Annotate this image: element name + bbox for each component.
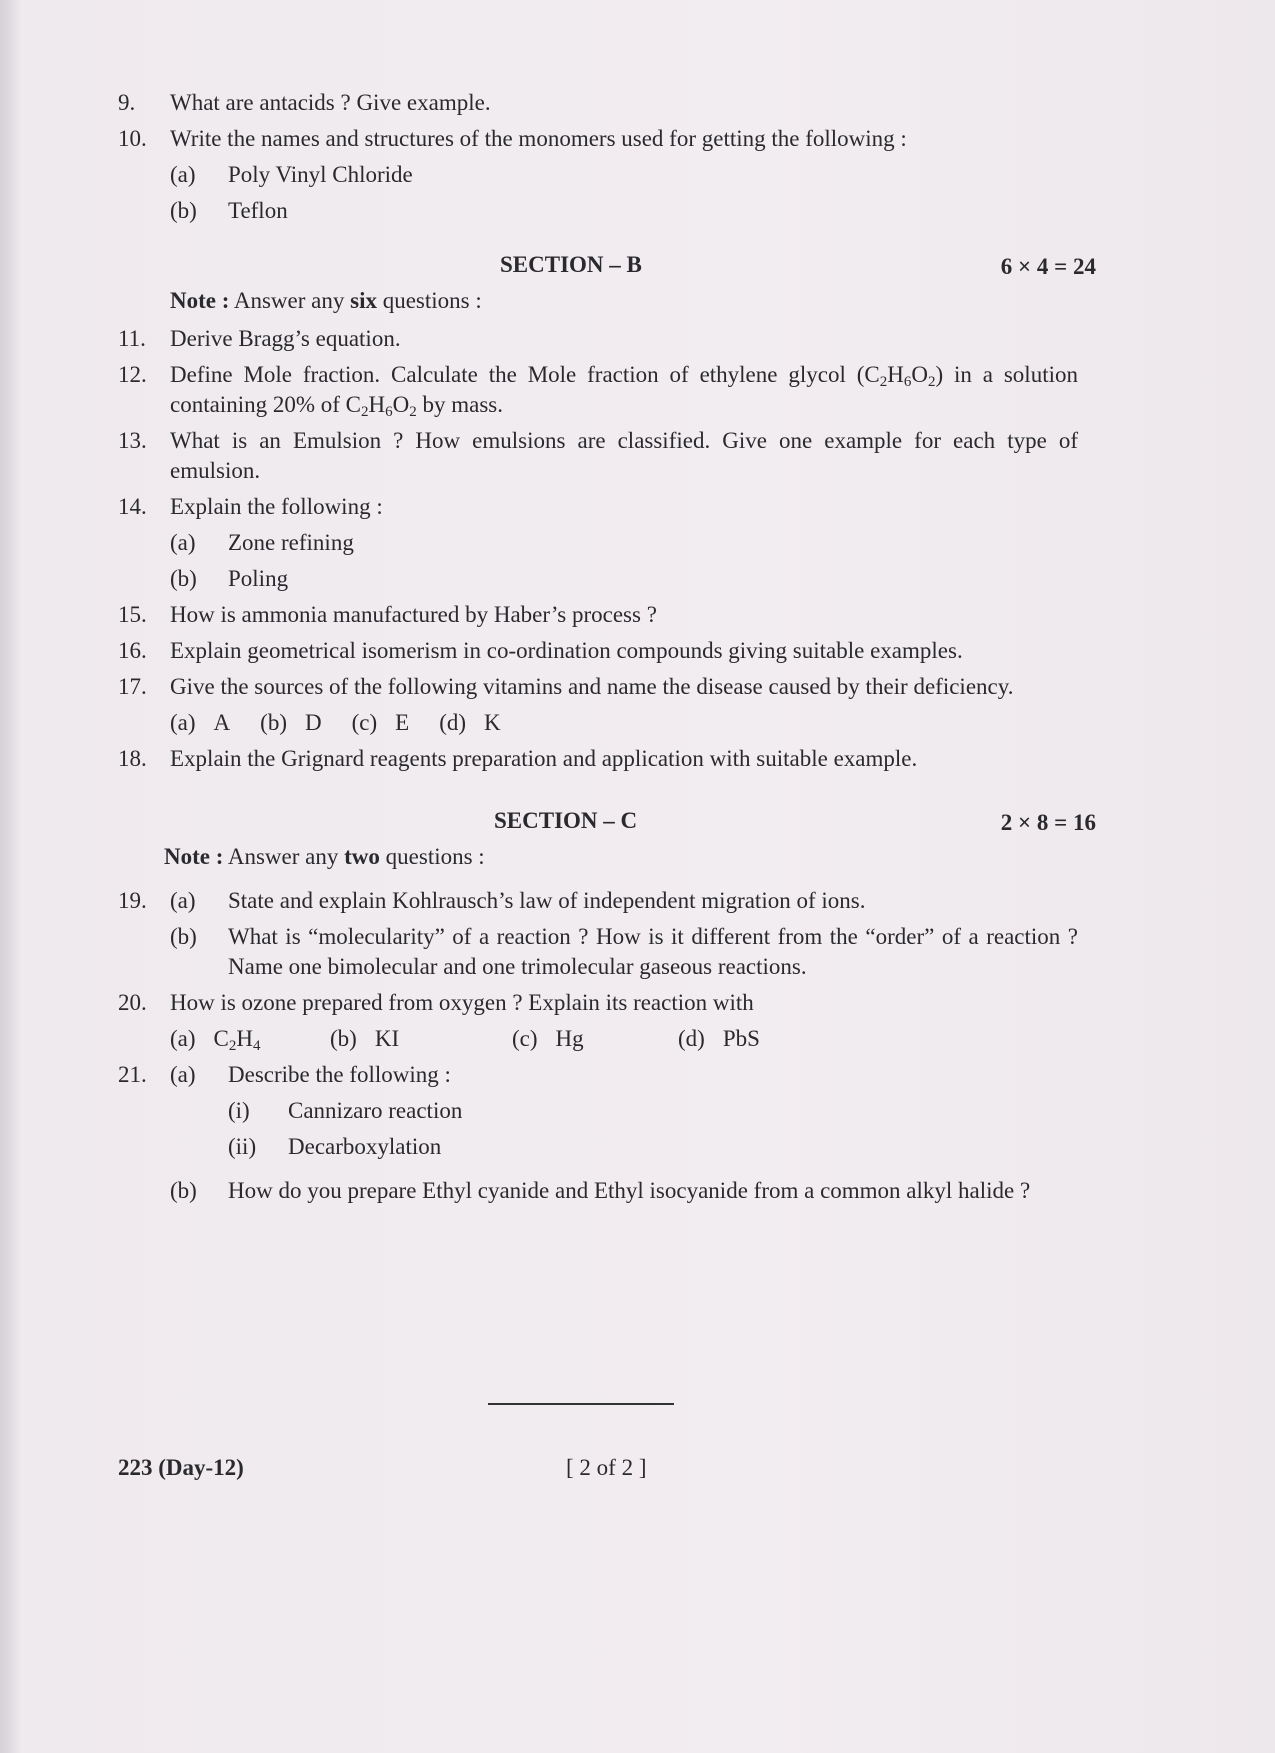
part-label: (b)	[170, 1178, 197, 1203]
question-number: 13.	[118, 428, 147, 453]
option-b	[260, 708, 321, 738]
text-part: by mass.	[416, 392, 503, 417]
page-number: [ 2 of 2 ]	[566, 1455, 647, 1480]
paper-code: 223 (Day-12)	[118, 1455, 244, 1480]
question-number: 17.	[118, 674, 147, 699]
option-label: (d)	[678, 1026, 705, 1051]
subscript: 2	[879, 374, 888, 390]
option-text: Hg	[555, 1026, 584, 1051]
question-12	[118, 360, 1078, 420]
section-b-marks: 6 × 4 = 24	[1000, 254, 1096, 279]
text-part: O	[911, 362, 928, 387]
question-10	[118, 124, 1078, 154]
note-post: questions :	[385, 844, 485, 869]
option-c	[352, 708, 410, 738]
question-21-a	[118, 1060, 1078, 1090]
question-content	[118, 88, 1096, 1212]
question-21-b	[118, 1176, 1078, 1206]
question-text: Derive Bragg’s equation.	[170, 326, 401, 351]
question-number: 15.	[118, 602, 147, 627]
question-13	[118, 426, 1078, 486]
question-number: 18.	[118, 746, 147, 771]
part-text: Poly Vinyl Chloride	[228, 162, 413, 187]
question-11	[118, 324, 1078, 354]
note-label: Note :	[170, 288, 230, 313]
note-post: questions :	[382, 288, 482, 313]
question-text: How is ammonia manufactured by Haber’s process ?	[170, 602, 657, 627]
sub-part-label: (i)	[228, 1098, 250, 1123]
sub-part-label: (ii)	[228, 1134, 257, 1159]
question-19-b	[118, 922, 1078, 982]
question-text: Explain the Grignard reagents preparation and application with suitable example.	[170, 746, 918, 771]
question-16	[118, 636, 1078, 666]
question-text	[170, 360, 1078, 420]
question-10-part-b	[170, 196, 1078, 226]
subscript: 6	[903, 374, 912, 390]
subscript: 2	[409, 404, 417, 420]
option-text: A	[213, 710, 231, 735]
option-c	[512, 1024, 678, 1054]
question-15	[118, 600, 1078, 630]
formula-part: H	[236, 1026, 253, 1051]
question-17	[118, 672, 1078, 702]
option-label: (d)	[439, 710, 467, 735]
section-b-note	[170, 286, 1078, 316]
subscript: 4	[253, 1038, 261, 1054]
option-a	[170, 1024, 330, 1054]
option-label: (c)	[351, 710, 378, 735]
note-pre: Answer any	[233, 288, 345, 313]
question-9	[118, 88, 1078, 118]
option-text: E	[395, 710, 410, 735]
section-c-note	[164, 842, 1078, 872]
section-c-title: SECTION – C	[494, 808, 638, 833]
part-text: Poling	[228, 566, 289, 591]
option-label: (b)	[260, 710, 287, 735]
question-text: Explain the following :	[170, 494, 383, 519]
question-10-part-a	[170, 160, 1078, 190]
text-part: H	[887, 362, 904, 387]
option-text: K	[484, 710, 501, 735]
question-19-a	[118, 886, 1078, 916]
question-number: 12.	[118, 362, 147, 387]
text-part: H	[368, 392, 386, 417]
part-text: What is “molecularity” of a reaction ? How is it different from the “order” of a reaction ? Name one bimolecular and one trimolecular gaseous reactions.	[228, 924, 1078, 979]
question-number: 14.	[118, 494, 147, 519]
text-part: O	[392, 392, 410, 417]
question-number: 19.	[118, 888, 147, 913]
option-label: (a)	[170, 1026, 196, 1051]
option-text	[214, 1024, 261, 1054]
question-number: 16.	[118, 638, 147, 663]
part-label: (a)	[170, 162, 196, 187]
option-label: (b)	[330, 1026, 357, 1051]
part-label: (a)	[170, 1062, 196, 1087]
option-label: (a)	[170, 710, 196, 735]
question-text: What is an Emulsion ? How emulsions are classified. Give one example for each type of emulsion.	[170, 428, 1078, 483]
option-d	[678, 1024, 760, 1054]
spacer	[118, 922, 170, 982]
question-text: Write the names and structures of the monomers used for getting the following :	[170, 126, 907, 151]
subscript: 2	[228, 1038, 237, 1054]
part-label: (a)	[170, 888, 196, 913]
section-b-header	[118, 252, 1096, 286]
question-17-options	[170, 708, 1078, 738]
spacer	[118, 1168, 1078, 1176]
part-label: (b)	[170, 198, 197, 223]
part-label: (a)	[170, 530, 196, 555]
option-text: KI	[374, 1026, 400, 1051]
question-number: 10.	[118, 126, 147, 151]
subscript: 2	[927, 374, 936, 390]
question-text: Explain geometrical isomerism in co-ordination compounds giving suitable examples.	[170, 638, 963, 663]
note-pre: Answer any	[227, 844, 339, 869]
part-label: (b)	[170, 924, 197, 949]
end-rule	[488, 1403, 674, 1405]
text-part: Define Mole fraction. Calculate the Mole fraction of ethylene glycol (C	[170, 362, 880, 387]
question-text: How is ozone prepared from oxygen ? Explain its reaction with	[170, 990, 754, 1015]
text-part: ) in a solution containing 20% of C	[170, 362, 1078, 417]
option-text: PbS	[722, 1026, 760, 1051]
option-b	[330, 1024, 512, 1054]
part-text: Describe the following :	[228, 1062, 451, 1087]
spacer	[118, 1176, 170, 1206]
question-number: 11.	[118, 326, 146, 351]
part-label: (b)	[170, 566, 197, 591]
question-18	[118, 744, 1078, 774]
question-text: Give the sources of the following vitamins and name the disease caused by their deficiency.	[170, 674, 1014, 699]
part-text: How do you prepare Ethyl cyanide and Ethyl isocyanide from a common alkyl halide ?	[228, 1178, 1031, 1203]
question-number: 9.	[118, 90, 136, 115]
question-21-a-ii	[228, 1132, 1078, 1162]
sub-part-text: Cannizaro reaction	[288, 1098, 463, 1123]
section-c-marks: 2 × 8 = 16	[1000, 810, 1096, 835]
question-14-part-b	[170, 564, 1078, 594]
note-count: two	[344, 844, 380, 869]
question-14-part-a	[170, 528, 1078, 558]
question-14	[118, 492, 1078, 522]
question-text: What are antacids ? Give example.	[170, 90, 491, 115]
question-20-options	[170, 1024, 1078, 1054]
option-text: D	[304, 710, 322, 735]
subscript: 6	[385, 404, 393, 420]
section-b-title: SECTION – B	[500, 252, 642, 277]
option-label: (c)	[512, 1026, 538, 1051]
section-c-header	[118, 808, 1096, 842]
question-20	[118, 988, 1078, 1018]
formula-part: C	[213, 1026, 229, 1051]
question-21-a-i	[228, 1096, 1078, 1126]
option-a	[170, 708, 230, 738]
part-text: Zone refining	[228, 530, 354, 555]
part-text: State and explain Kohlrausch’s law of independent migration of ions.	[228, 888, 866, 913]
question-number: 20.	[118, 990, 147, 1015]
note-label: Note :	[164, 844, 224, 869]
subscript: 2	[361, 404, 369, 420]
question-number: 21.	[118, 1062, 147, 1087]
option-d	[439, 708, 500, 738]
sub-part-text: Decarboxylation	[288, 1134, 442, 1159]
note-count: six	[350, 288, 377, 313]
part-text: Teflon	[228, 198, 288, 223]
